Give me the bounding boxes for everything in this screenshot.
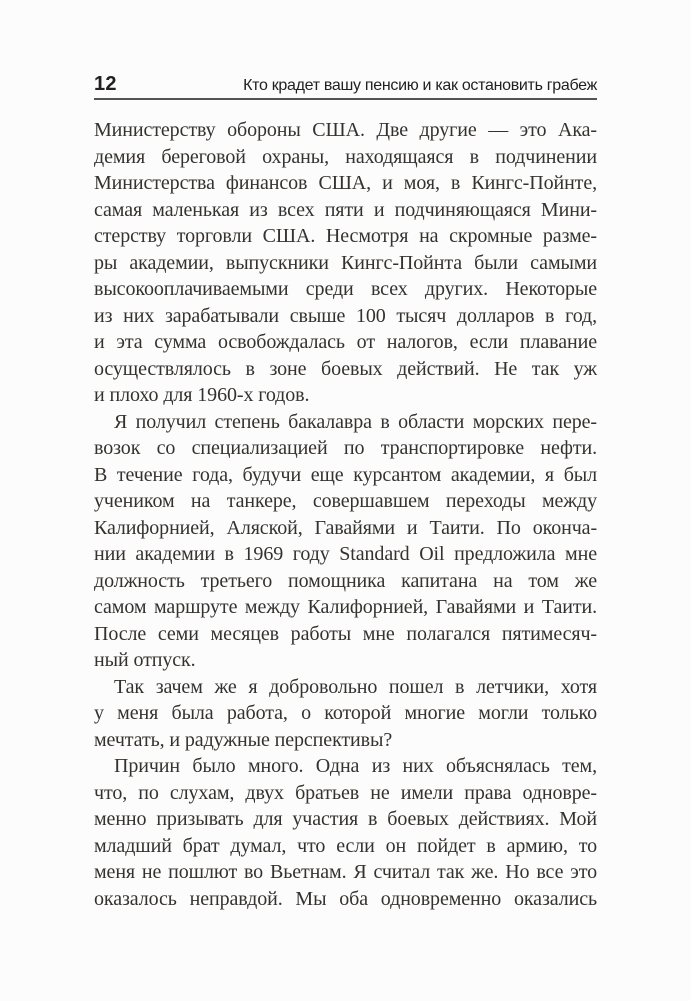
text-line: меня не пошлют во Вьетнам. Я считал так же. Но все это bbox=[94, 861, 597, 883]
text-line: самом маршруте между Калифорнией, Гавайями и Таити. bbox=[94, 596, 597, 618]
text-line: младший брат думал, что если он пойдет в армию, то bbox=[94, 834, 597, 857]
text-line: оказалось неправдой. Мы оба одновременно оказались bbox=[94, 887, 597, 910]
text-block bbox=[94, 0, 597, 912]
text-line: и плохо для 1960-х годов. bbox=[94, 384, 310, 406]
text-line: ры академии, выпускники Кингс-Пойнта были самыми bbox=[94, 251, 597, 274]
text-line: менно призывать для участия в боевых действиях. Мой bbox=[94, 808, 597, 830]
text-line: Калифорнией, Аляской, Гавайями и Таити. По оконча- bbox=[94, 516, 597, 539]
text-line: Так зачем же я добровольно пошел в летчики, хотя bbox=[114, 675, 597, 698]
running-title: Кто крадет вашу пенсию и как остановить грабеж bbox=[243, 77, 597, 94]
text-line: у меня была работа, о которой многие могли только bbox=[94, 702, 597, 724]
paragraph bbox=[94, 117, 597, 409]
text-line: учеником на танкере, совершавшем переходы между bbox=[94, 490, 597, 512]
page-number: 12 bbox=[94, 73, 117, 95]
text-line: Министерству обороны США. Две другие — это Ака- bbox=[94, 119, 597, 141]
text-line: что, по слухам, двух братьев не имели права одновре- bbox=[94, 781, 597, 804]
text-line: ный отпуск. bbox=[94, 649, 196, 671]
text-line: В течение года, будучи еще курсантом академии, я был bbox=[94, 463, 597, 486]
text-line: мечтать, и радужные перспективы? bbox=[94, 728, 393, 751]
text-line: стерству торговли США. Несмотря на скромные разме- bbox=[94, 225, 597, 247]
text-line: демия береговой охраны, находящаяся в подчинении bbox=[94, 145, 597, 168]
text-line: самая маленькая из всех пяти и подчиняющаяся Мини- bbox=[94, 198, 597, 221]
text-line: После семи месяцев работы мне полагался пятимесяч- bbox=[94, 622, 597, 645]
text-line: высокооплачиваемыми среди всех других. Некоторые bbox=[94, 278, 597, 300]
paragraph bbox=[94, 674, 597, 754]
body-text bbox=[94, 117, 597, 912]
text-line: и эта сумма освобождалась от налогов, если плавание bbox=[94, 331, 597, 353]
text-line: Я получил степень бакалавра в области морских пере- bbox=[114, 410, 597, 433]
text-line: должность третьего помощника капитана на том же bbox=[94, 569, 597, 592]
text-line: нии академии в 1969 году Standard Oil предложила мне bbox=[94, 543, 597, 565]
paragraph bbox=[94, 409, 597, 674]
text-line: осуществлялось в зоне боевых действий. Не так уж bbox=[94, 357, 597, 380]
text-line: возок со специализацией по транспортировке нефти. bbox=[94, 437, 597, 459]
page-header bbox=[94, 72, 597, 96]
text-line: Причин было много. Одна из них объяснялась тем, bbox=[114, 755, 597, 777]
text-line: Министерства финансов США, и моя, в Кингс-Пойнте, bbox=[94, 172, 597, 194]
header-rule bbox=[94, 98, 597, 100]
text-line: из них зарабатывали свыше 100 тысяч долларов в год, bbox=[94, 304, 597, 327]
paragraph bbox=[94, 753, 597, 912]
